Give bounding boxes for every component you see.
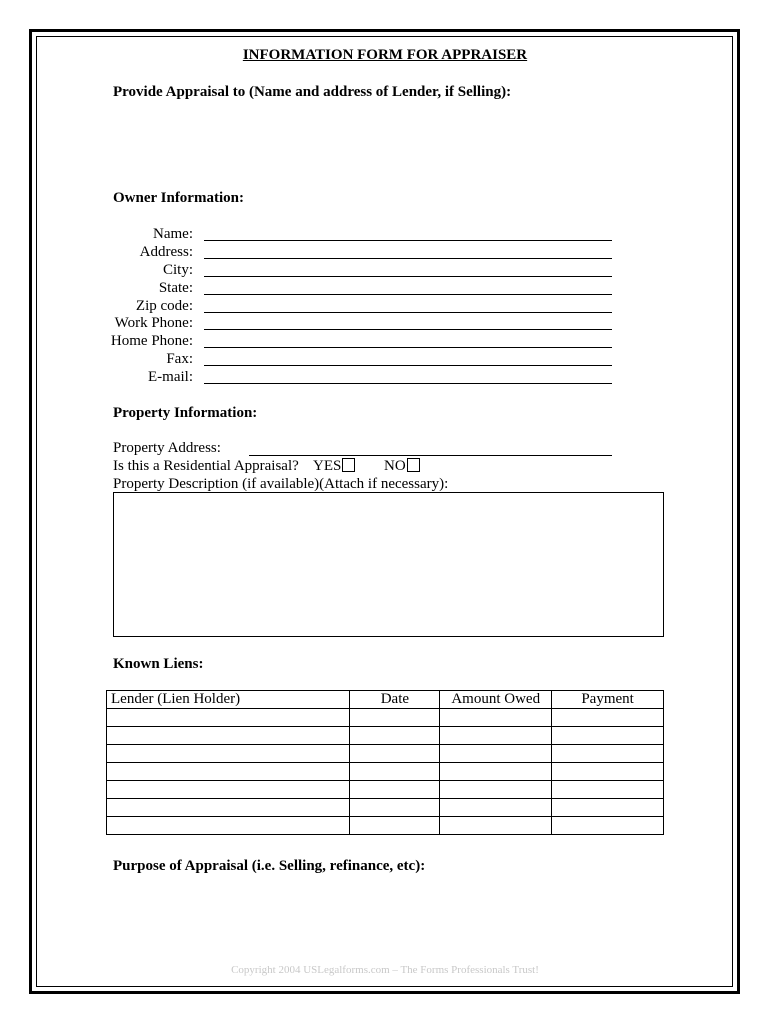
owner-home-phone-field[interactable]: [204, 347, 612, 348]
residential-no-option[interactable]: [384, 458, 420, 475]
payment-cell[interactable]: [552, 763, 664, 781]
lender-cell[interactable]: [107, 745, 350, 763]
owner-fax-label: Fax:: [166, 351, 193, 367]
col-payment-header: Payment: [552, 691, 664, 709]
table-row: [107, 763, 664, 781]
amount-owed-cell[interactable]: [440, 781, 552, 799]
copyright-footer: Copyright 2004 USLegalforms.com – The Forms Professionals Trust!: [231, 964, 539, 976]
residential-yes-option[interactable]: [313, 458, 355, 475]
property-information-heading: Property Information:: [113, 405, 258, 421]
owner-state-field[interactable]: [204, 294, 612, 295]
yes-label: YES: [313, 458, 342, 474]
date-cell[interactable]: [350, 781, 440, 799]
owner-work-phone-field[interactable]: [204, 329, 612, 330]
yes-checkbox[interactable]: [342, 458, 355, 472]
owner-address-label: Address:: [139, 244, 193, 260]
owner-email-field[interactable]: [204, 383, 612, 384]
payment-cell[interactable]: [552, 817, 664, 835]
property-description-box[interactable]: [113, 492, 664, 637]
amount-owed-cell[interactable]: [440, 763, 552, 781]
owner-fax-field[interactable]: [204, 365, 612, 366]
liens-header-row: [107, 691, 664, 709]
lender-cell[interactable]: [107, 781, 350, 799]
liens-table: [106, 690, 664, 835]
date-cell[interactable]: [350, 799, 440, 817]
payment-cell[interactable]: [552, 727, 664, 745]
owner-zip-label: Zip code:: [135, 298, 193, 314]
owner-name-field[interactable]: [204, 240, 612, 241]
owner-information-heading: Owner Information:: [113, 190, 244, 206]
lender-cell[interactable]: [107, 709, 350, 727]
lender-cell[interactable]: [107, 763, 350, 781]
owner-email-label: E-mail:: [148, 369, 193, 385]
table-row: [107, 727, 664, 745]
date-cell[interactable]: [350, 745, 440, 763]
payment-cell[interactable]: [552, 709, 664, 727]
payment-cell[interactable]: [552, 781, 664, 799]
lender-cell[interactable]: [107, 817, 350, 835]
owner-home-phone-label: Home Phone:: [110, 333, 193, 349]
amount-owed-cell[interactable]: [440, 799, 552, 817]
amount-owed-cell[interactable]: [440, 745, 552, 763]
purpose-of-appraisal-label: Purpose of Appraisal (i.e. Selling, refinance, etc):: [113, 858, 426, 874]
date-cell[interactable]: [350, 763, 440, 781]
owner-work-phone-label: Work Phone:: [114, 315, 193, 331]
table-row: [107, 745, 664, 763]
date-cell[interactable]: [350, 817, 440, 835]
no-label: NO: [384, 458, 406, 474]
owner-city-field[interactable]: [204, 276, 612, 277]
lender-cell[interactable]: [107, 727, 350, 745]
residential-question-label: Is this a Residential Appraisal?: [113, 458, 299, 474]
table-row: [107, 799, 664, 817]
no-checkbox[interactable]: [407, 458, 420, 472]
table-row: [107, 781, 664, 799]
payment-cell[interactable]: [552, 799, 664, 817]
table-row: [107, 817, 664, 835]
owner-city-label: City:: [162, 262, 193, 278]
lender-cell[interactable]: [107, 799, 350, 817]
date-cell[interactable]: [350, 727, 440, 745]
col-date-header: Date: [350, 691, 440, 709]
owner-zip-field[interactable]: [204, 312, 612, 313]
residential-question: [113, 458, 299, 475]
table-row: [107, 709, 664, 727]
col-lender-header: Lender (Lien Holder): [107, 691, 350, 709]
property-description-label: Property Description (if available)(Attach if necessary):: [113, 476, 449, 492]
known-liens-heading: Known Liens:: [113, 656, 204, 672]
payment-cell[interactable]: [552, 745, 664, 763]
date-cell[interactable]: [350, 709, 440, 727]
owner-state-label: State:: [158, 280, 193, 296]
property-address-label: Property Address:: [113, 440, 221, 456]
owner-name-label: Name:: [153, 226, 193, 242]
amount-owed-cell[interactable]: [440, 709, 552, 727]
amount-owed-cell[interactable]: [440, 817, 552, 835]
form-title: INFORMATION FORM FOR APPRAISER: [242, 47, 528, 63]
amount-owed-cell[interactable]: [440, 727, 552, 745]
property-address-field[interactable]: [249, 455, 612, 456]
owner-address-field[interactable]: [204, 258, 612, 259]
provide-appraisal-label: Provide Appraisal to (Name and address of Lender, if Selling):: [113, 84, 512, 100]
col-amount-owed-header: Amount Owed: [440, 691, 552, 709]
